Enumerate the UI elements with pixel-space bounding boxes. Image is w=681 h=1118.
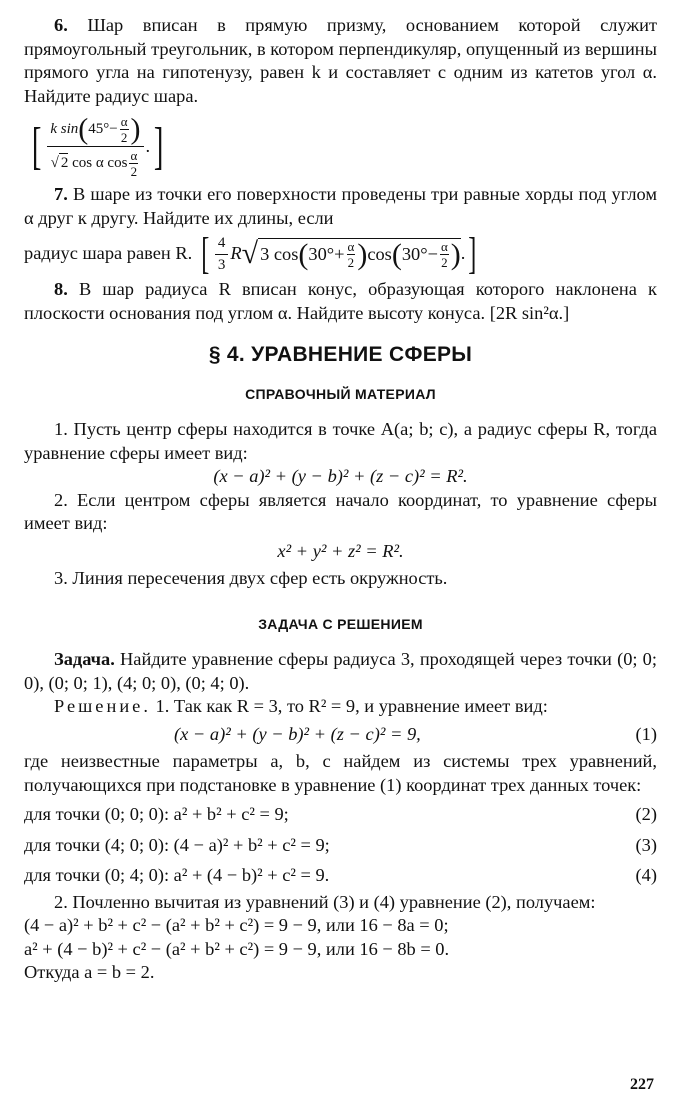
equation-3-row xyxy=(24,834,657,858)
frac-num: 4 xyxy=(215,234,229,255)
half-den: 2 xyxy=(441,255,448,270)
fraction-numerator xyxy=(47,114,143,147)
reference-heading: СПРАВОЧНЫЙ МАТЕРИАЛ xyxy=(245,385,436,402)
answer-R: R xyxy=(230,243,242,264)
equation-1: (x − a)² + (y − b)² + (z − c)² = 9, xyxy=(174,723,421,744)
solution-label: Решение. xyxy=(54,696,151,716)
half-alpha xyxy=(120,114,129,145)
angle-1: 30°+ xyxy=(308,243,345,264)
reference-1: 1. Пусть центр сферы находится в точке A(a; b; c), а радиус сферы R, тогда уравнение сферы имеет вид: xyxy=(24,419,657,463)
frac-den: 3 xyxy=(217,256,226,273)
equation-4: для точки (0; 4; 0): a² + (4 − b)² + c² = 9. xyxy=(24,865,330,885)
equation-2-row xyxy=(24,803,657,827)
left-bracket: [ xyxy=(31,117,42,175)
answer-fraction xyxy=(47,114,143,179)
half-num: α xyxy=(440,239,448,254)
result-line-a: (4 − a)² + b² + c² − (a² + b² + c²) = 9 − 9, или 16 − 8a = 0; xyxy=(24,915,449,935)
half-alpha-2 xyxy=(440,239,449,270)
task-label: Задача. xyxy=(54,649,115,669)
half-alpha-den xyxy=(129,148,138,179)
reference-3: 3. Линия пересечения двух сфер есть окружность. xyxy=(54,568,448,588)
three-cos: 3 cos xyxy=(260,243,299,264)
problem-text: В шаре из точки его поверхности проведены три равные хорды под углом α друг к другу. Найдите их длины, если xyxy=(24,184,657,228)
section-title: § 4. УРАВНЕНИЕ СФЕРЫ xyxy=(208,343,473,366)
problem-number: 6. xyxy=(54,15,68,35)
numerator-angle: 45°− xyxy=(88,120,118,137)
problem-6-answer xyxy=(28,114,167,179)
equation-3-number: (3) xyxy=(635,834,657,855)
problem-6 xyxy=(24,14,657,108)
reference-1-equation: (x − a)² + (y − b)² + (z − c)² = R². xyxy=(213,466,468,486)
solution-text: 1. Так как R = 3, то R² = 9, и уравнение имеет вид: xyxy=(155,696,548,716)
solved-heading: ЗАДАЧА С РЕШЕНИЕМ xyxy=(258,615,423,632)
right-bracket: ] xyxy=(154,117,164,175)
problem-text-2: радиус шара равен R. xyxy=(24,243,193,264)
four-thirds xyxy=(215,234,229,275)
result-line-b: a² + (4 − b)² + c² − (a² + b² + c²) = 9 − 9, или 16 − 8b = 0. xyxy=(24,938,450,959)
problem-7-line2 xyxy=(24,229,657,278)
radicand xyxy=(258,238,461,270)
half-num: α xyxy=(130,148,138,163)
subtraction-paragraph: 2. Почленно вычитая из уравнений (3) и (4) уравнение (2), получаем: xyxy=(54,891,596,912)
answer-dot: . xyxy=(145,135,151,156)
page-number: 227 xyxy=(630,1076,654,1093)
problem-number: 8. xyxy=(54,279,68,299)
paren: ( xyxy=(391,237,402,271)
paren: ) xyxy=(357,237,368,271)
solution-intro xyxy=(24,695,657,719)
problem-8 xyxy=(24,278,657,325)
problem-7 xyxy=(24,183,657,230)
half-den: 2 xyxy=(130,164,138,179)
equation-3: для точки (4; 0; 0): (4 − a)² + b² + c² = 9; xyxy=(24,834,330,855)
denominator-cos: cos α cos xyxy=(68,154,128,171)
half-den: 2 xyxy=(120,130,128,145)
task xyxy=(24,648,657,695)
problem-text: В шар радиуса R вписан конус, образующая которого наклонена к плоскости основания под углом α. Найдите высоту конуса. xyxy=(24,279,657,323)
result-line-c: Откуда a = b = 2. xyxy=(24,962,155,982)
equation-1-number: (1) xyxy=(635,723,657,744)
fraction-denominator: √ 2 cos α cos $\frac{\alpha}{2}$ xyxy=(50,148,138,179)
half-num: α xyxy=(347,239,355,254)
equation-2-number: (2) xyxy=(635,804,657,824)
parameters-paragraph: где неизвестные параметры a, b, c найдем из системы трех уравнений, получающихся при подстановке в уравнение (1) координат трех данных точек: xyxy=(24,751,657,795)
left-bracket: [ xyxy=(201,229,210,278)
equation-4-row xyxy=(24,864,657,888)
angle-2: 30°− xyxy=(401,243,438,264)
paren: ( xyxy=(78,112,89,146)
paren: ) xyxy=(450,237,461,271)
equation-1-row xyxy=(24,723,657,747)
half-num: α xyxy=(120,114,128,129)
paren: ( xyxy=(298,237,309,271)
equation-2: для точки (0; 0; 0): a² + b² + c² = 9; xyxy=(24,804,289,824)
sqrt-two: 2 xyxy=(60,154,69,171)
reference-2-equation: x² + y² + z² = R². xyxy=(277,540,404,561)
radical-sign: √ xyxy=(241,237,259,270)
paren: ) xyxy=(130,112,141,146)
reference-2: 2. Если центром сферы является начало координат, то уравнение сферы имеет вид: xyxy=(24,489,657,533)
cos: cos xyxy=(367,243,392,264)
problem-answer: [2R sin²α.] xyxy=(489,302,570,323)
equation-4-number: (4) xyxy=(635,865,657,885)
problem-text: Шар вписан в прямую призму, основанием которой служит прямоугольный треугольник, в котором перпендикуляр, опущенный из вершины прямого угла на гипотенузу, равен k и составляет с одним из катетов угол α. Найдите радиус шара. xyxy=(24,15,657,106)
half-den: 2 xyxy=(347,255,355,270)
task-text: Найдите уравнение сферы радиуса 3, проходящей через точки (0; 0; 0), (0; 0; 1), (4; 0; 0), (0; 4; 0). xyxy=(24,649,657,693)
problem-number: 7. xyxy=(54,184,68,204)
answer-dot: . xyxy=(460,243,466,264)
half-alpha xyxy=(347,239,356,270)
page-content xyxy=(24,14,657,985)
right-bracket: ] xyxy=(468,229,477,278)
numerator-k-sin: k sin xyxy=(50,120,79,137)
